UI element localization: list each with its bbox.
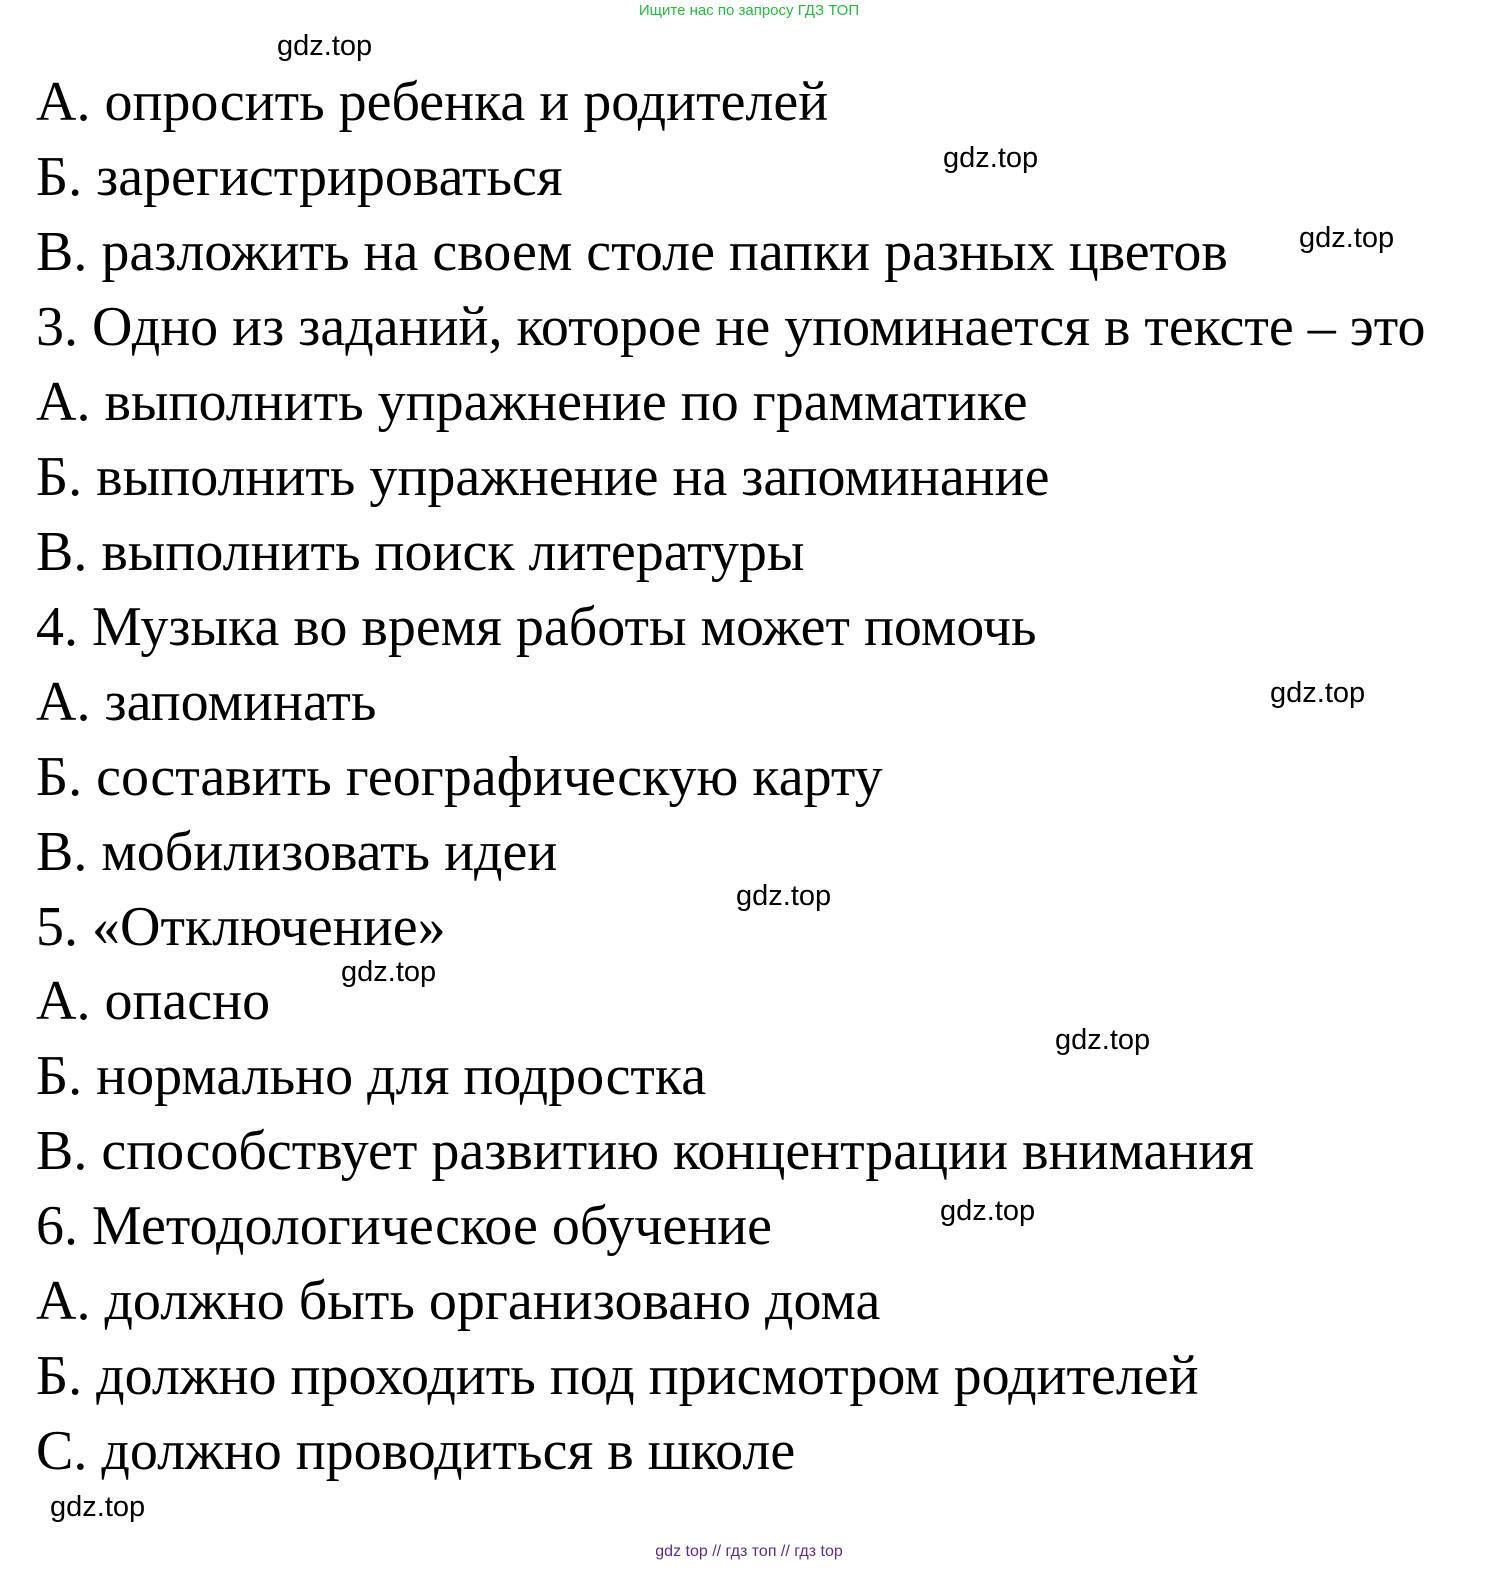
option-4a: А. запоминать — [36, 671, 377, 733]
watermark: gdz.top — [940, 1195, 1036, 1227]
option-4b: Б. составить географическую карту — [36, 746, 883, 808]
watermark: gdz.top — [277, 30, 373, 62]
option-5a: А. опасно — [36, 970, 271, 1032]
option-6a: А. должно быть организовано дома — [36, 1270, 881, 1332]
option-3a: А. выполнить упражнение по грамматике — [36, 371, 1028, 433]
question-4: 4. Музыка во время работы может помочь — [36, 596, 1037, 658]
watermark: gdz.top — [1299, 222, 1395, 254]
option-4c: В. мобилизовать идеи — [36, 821, 558, 883]
watermark: gdz.top — [1270, 677, 1366, 709]
option-3b: Б. выполнить упражнение на запоминание — [36, 446, 1050, 508]
watermark: gdz.top — [943, 142, 1039, 174]
question-6: 6. Методологическое обучение — [36, 1195, 773, 1257]
option-6c: С. должно проводиться в школе — [36, 1420, 796, 1482]
option-3c: В. выполнить поиск литературы — [36, 521, 805, 583]
option-1a: А. опросить ребенка и родителей — [36, 71, 829, 133]
watermark: gdz.top — [341, 956, 437, 988]
option-1c: В. разложить на своем столе папки разных цветов — [36, 221, 1228, 283]
watermark: gdz.top — [736, 880, 832, 912]
option-1b: Б. зарегистрироваться — [36, 146, 563, 208]
option-5c: В. способствует развитию концентрации внимания — [36, 1120, 1255, 1182]
footer-links: gdz top // гдз топ // гдз top — [655, 1543, 843, 1560]
question-3: 3. Одно из заданий, которое не упоминается в тексте – это — [36, 296, 1426, 358]
watermark: gdz.top — [1055, 1024, 1151, 1056]
top-banner: Ищите нас по запросу ГДЗ ТОП — [638, 2, 860, 19]
question-5: 5. «Отключение» — [36, 896, 446, 958]
option-6b: Б. должно проходить под присмотром родителей — [36, 1345, 1199, 1407]
option-5b: Б. нормально для подростка — [36, 1045, 707, 1107]
watermark: gdz.top — [50, 1491, 146, 1523]
